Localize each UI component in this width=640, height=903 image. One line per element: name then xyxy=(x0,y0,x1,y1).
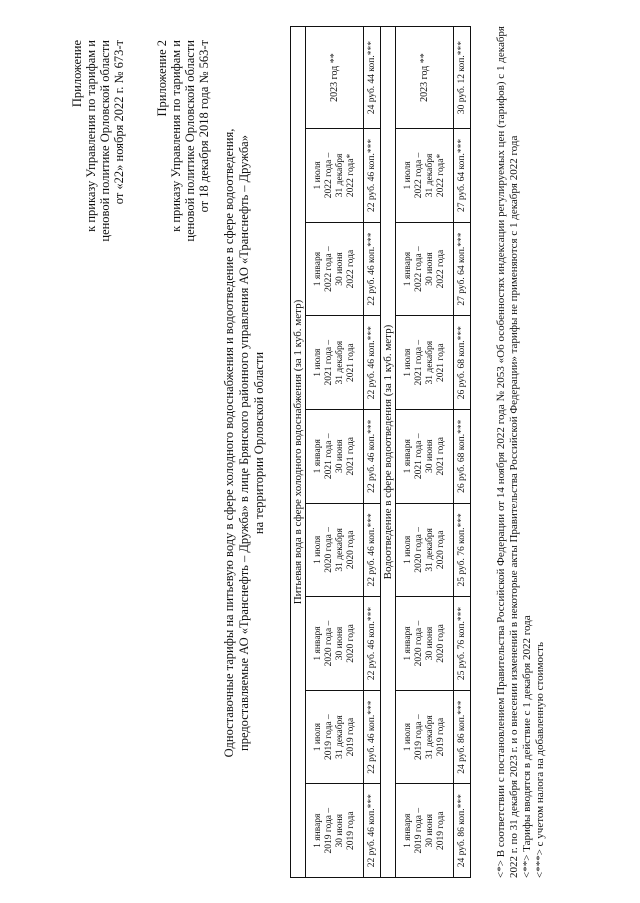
period-cell: 1 июля 2019 года – 31 декабря 2019 года xyxy=(306,690,364,784)
tariff-value: 22 руб. 46 коп.*** xyxy=(364,597,381,691)
footnote: <***> с учетом налога на добавленную стоимость xyxy=(534,642,546,878)
tariff-value: 30 руб. 12 коп.*** xyxy=(454,27,471,129)
period-cell: 1 июля 2022 года – 31 декабря 2022 года* xyxy=(396,129,454,223)
tariff-value: 22 руб. 46 коп.*** xyxy=(364,503,381,597)
appendix-header-2 xyxy=(155,40,211,242)
appendix-header-1 xyxy=(70,40,126,242)
value-row xyxy=(364,27,381,878)
tariff-value: 24 руб. 86 коп.*** xyxy=(454,690,471,784)
tariff-value: 22 руб. 46 коп.*** xyxy=(364,222,381,316)
title-line: предоставляемые АО «Транснефть – Дружба» в лице Брянского районного управления АО «Транснефть – Дружба» xyxy=(237,135,251,751)
value-row xyxy=(454,27,471,878)
period-cell: 1 июля 2021 года – 31 декабря 2021 года xyxy=(396,316,454,410)
footnote: <*> В соответствии с постановлением Правительства Российской Федерации от 14 ноября 2022 года № 2053 «Об особенностях индексации регулируемых цен (тарифов) с 1 декабря 2022 г. по 31 декабря 2023 г. и о внесении изменений в некоторые акты Правительства Российской Федерации» тарифы не применяются с 1 декабря 2022 года xyxy=(495,26,520,878)
period-cell: 1 января 2019 года – 30 июня 2019 года xyxy=(396,784,454,878)
period-cell: 1 июля 2020 года – 31 декабря 2020 года xyxy=(306,503,364,597)
tariff-value: 22 руб. 46 коп.*** xyxy=(364,129,381,223)
section-header-row xyxy=(291,27,306,878)
appendix-line: ценовой политике Орловской области xyxy=(98,40,112,242)
document-title xyxy=(222,43,267,843)
period-cell: 1 июля 2020 года – 31 декабря 2020 года xyxy=(396,503,454,597)
tariff-value: 26 руб. 68 коп.*** xyxy=(454,409,471,503)
period-cell: 1 января 2020 года – 30 июня 2020 года xyxy=(306,597,364,691)
period-cell: 1 января 2022 года – 30 июня 2022 года xyxy=(396,222,454,316)
tariff-value: 22 руб. 46 коп.*** xyxy=(364,316,381,410)
tariff-value: 25 руб. 76 коп.*** xyxy=(454,597,471,691)
section-title: Водоотведение в сфере водоотведения (за 1 куб. метр) xyxy=(381,27,396,878)
period-cell: 1 июля 2021 года – 31 декабря 2021 года xyxy=(306,316,364,410)
appendix-title: Приложение 2 xyxy=(155,40,169,117)
tariff-value: 26 руб. 68 коп.*** xyxy=(454,316,471,410)
tariff-value: 22 руб. 46 коп.*** xyxy=(364,690,381,784)
period-cell: 1 января 2022 года – 30 июня 2022 года xyxy=(306,222,364,316)
section-header-row xyxy=(381,27,396,878)
period-cell: 1 июля 2022 года – 31 декабря 2022 года* xyxy=(306,129,364,223)
section-title: Питьевая вода в сфере холодного водоснабжения (за 1 куб. метр) xyxy=(291,27,306,878)
appendix-line: ценовой политике Орловской области xyxy=(183,40,197,242)
tariff-table xyxy=(290,26,471,878)
tariff-value: 22 руб. 46 коп.*** xyxy=(364,784,381,878)
footnotes xyxy=(495,26,547,878)
period-row xyxy=(396,27,454,878)
appendix-title: Приложение xyxy=(70,40,84,108)
period-cell: 1 января 2019 года – 30 июня 2019 года xyxy=(306,784,364,878)
period-cell: 1 июля 2019 года – 31 декабря 2019 года xyxy=(396,690,454,784)
tariff-value: 25 руб. 76 коп.*** xyxy=(454,503,471,597)
appendix-line: к приказу Управления по тарифам и xyxy=(169,40,183,232)
footnote: <**> Тарифы вводятся в действие с 1 декабря 2022 года xyxy=(521,615,533,878)
period-cell: 1 января 2021 года – 30 июня 2021 года xyxy=(306,409,364,503)
appendix-line: от «22» ноября 2022 г. № 673-т xyxy=(112,40,126,205)
period-row xyxy=(306,27,364,878)
title-line: на территории Орловской области xyxy=(252,351,266,535)
tariff-value: 22 руб. 46 коп.*** xyxy=(364,409,381,503)
title-line: Одноставочные тарифы на питьевую воду в сфере холодного водоснабжения и водоотведение в сфере водоотведения, xyxy=(222,128,236,758)
period-cell: 2023 год ** xyxy=(306,27,364,129)
period-cell: 1 января 2021 года – 30 июня 2021 года xyxy=(396,409,454,503)
tariff-value: 24 руб. 86 коп.*** xyxy=(454,784,471,878)
period-cell: 2023 год ** xyxy=(396,27,454,129)
tariff-value: 24 руб. 44 коп.*** xyxy=(364,27,381,129)
tariff-value: 27 руб. 64 коп.*** xyxy=(454,129,471,223)
tariff-value: 27 руб. 64 коп.*** xyxy=(454,222,471,316)
period-cell: 1 января 2020 года – 30 июня 2020 года xyxy=(396,597,454,691)
appendix-line: к приказу Управления по тарифам и xyxy=(84,40,98,232)
appendix-line: от 18 декабря 2018 года № 563-т xyxy=(197,40,211,213)
